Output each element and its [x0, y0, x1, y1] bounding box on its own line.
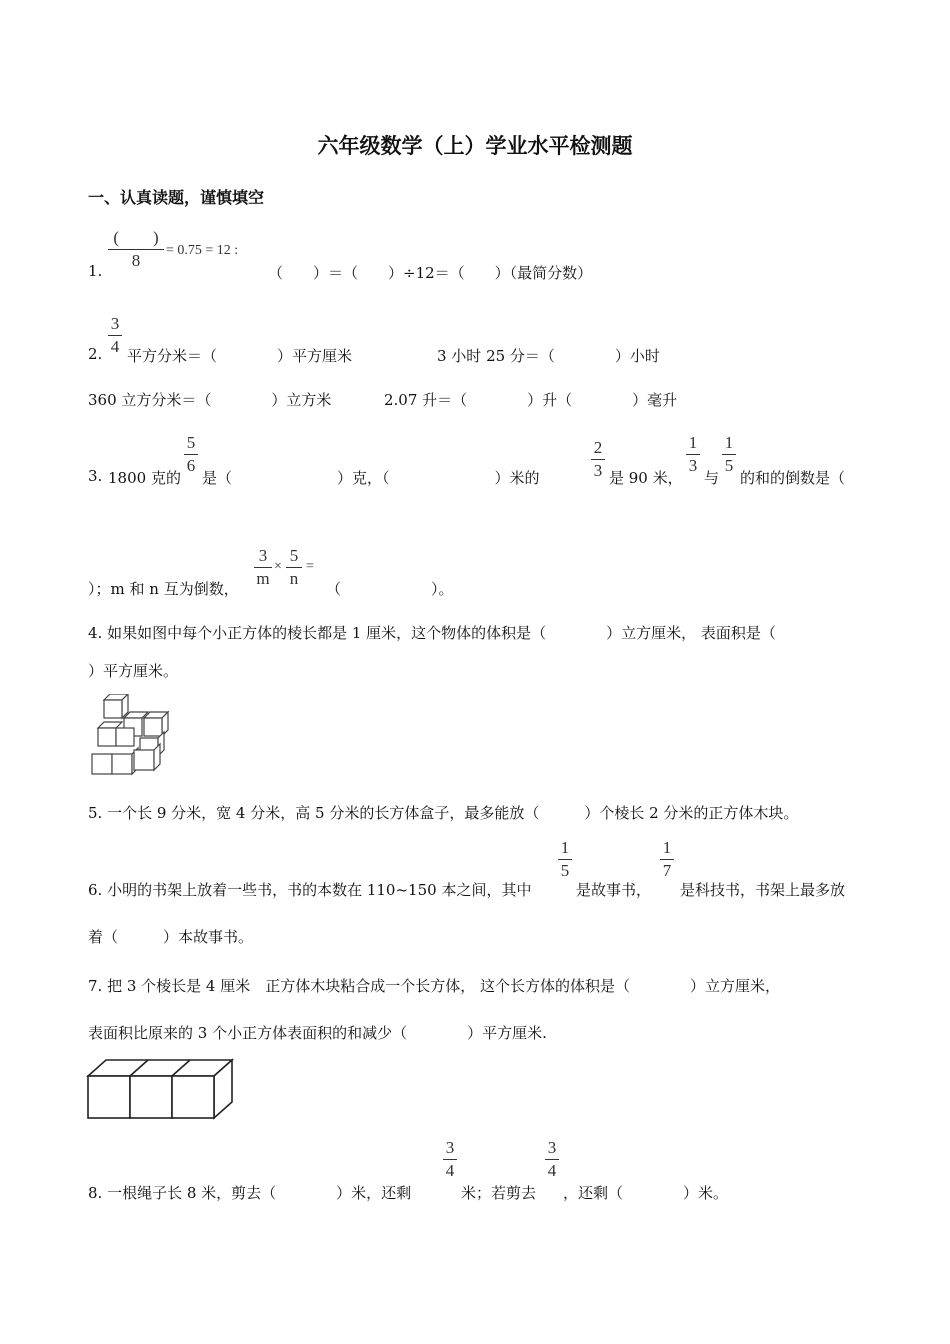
frac-num: 3: [445, 1138, 455, 1157]
q3-fraction-1: [184, 433, 198, 476]
three-cube-prism-figure: [86, 1058, 236, 1122]
q6-part-b: 是故事书，: [576, 881, 652, 899]
q3-number: 3.: [88, 467, 103, 485]
q2-part-a: 平方分米＝（ ）平方厘米: [127, 347, 353, 365]
q3-fraction-5: [254, 546, 272, 589]
fraction-bar: [660, 859, 674, 860]
q2-fraction: [108, 314, 122, 357]
frac-den: 7: [662, 861, 672, 880]
section-heading: 一、认真读题，谨慎填空: [88, 188, 265, 207]
q3-fraction-6: [286, 546, 302, 589]
q6-part-a: 6. 小明的书架上放着一些书，书的本数在 110~150 本之间，其中: [88, 881, 532, 899]
frac-num: 3: [547, 1138, 557, 1157]
page-title: 六年级数学（上）学业水平检测题: [317, 134, 633, 158]
fraction-bar: [443, 1159, 457, 1160]
frac-den: m: [256, 569, 270, 588]
q6-part-c: 是科技书，书架上最多放: [680, 881, 846, 899]
q2-part-b: 3 小时 25 分＝（ ）小时: [437, 347, 660, 365]
fraction-bar: [108, 335, 122, 336]
q3-part-b: 是（ ）克，（ ）米的: [202, 469, 540, 487]
q8-fraction-1: [443, 1138, 457, 1181]
q8-part-a: 8. 一根绳子长 8 米，剪去（ ）米，还剩: [88, 1184, 412, 1202]
q3-times: ×: [274, 559, 282, 574]
q4-line2: ）平方厘米。: [88, 662, 179, 680]
frac-num: 1: [560, 838, 570, 857]
q8-part-c: ，还剩（ ）米。: [563, 1184, 729, 1202]
q1-equation: = 0.75 = 12 :: [166, 243, 239, 258]
fraction-bar: [722, 454, 736, 455]
cube-stack-figure: [88, 694, 178, 780]
frac-num: 5: [289, 546, 299, 565]
q3-line2-a: ）；m 和 n 互为倒数，: [88, 580, 239, 598]
frac-num: 3: [110, 314, 120, 333]
q1-rest: （ ）＝（ ）÷12＝（ ）（最简分数）: [268, 264, 593, 282]
frac-num: 2: [593, 438, 603, 457]
q3-fraction-4: [722, 433, 736, 476]
frac-num: 1: [688, 433, 698, 452]
q8-fraction-2: [545, 1138, 559, 1181]
frac-den: 3: [688, 456, 698, 475]
fraction-bar: [254, 567, 272, 568]
fraction-bar: [108, 249, 164, 250]
q3-part-c: 是 90 米，: [609, 469, 683, 487]
frac-num: 1: [724, 433, 734, 452]
q2-part-d: 2.07 升＝（ ）升（ ）毫升: [384, 391, 678, 409]
frac-num: 5: [186, 433, 196, 452]
q1-number: 1.: [88, 262, 103, 280]
fraction-bar: [184, 454, 198, 455]
q3-line2-b: （ ）。: [326, 580, 454, 598]
q1-frac-den: 8: [131, 251, 141, 270]
frac-den: 6: [186, 456, 196, 475]
q4-line1: 4. 如果如图中每个小正方体的棱长都是 1 厘米，这个物体的体积是（ ）立方厘米， 表面积是（: [88, 624, 776, 642]
frac-den: 4: [445, 1161, 455, 1180]
frac-den: 4: [547, 1161, 557, 1180]
q2-number: 2.: [88, 345, 103, 363]
q2-part-c: 360 立方分米＝（ ）立方米: [88, 391, 332, 409]
frac-den: 4: [110, 337, 120, 356]
frac-den: n: [289, 569, 299, 588]
q3-part-e: 的和的倒数是（: [740, 469, 846, 487]
frac-num: 1: [662, 838, 672, 857]
q3-part-a: 1800 克的: [108, 469, 181, 487]
frac-den: 3: [593, 461, 603, 480]
q6-line2: 着（ ）本故事书。: [88, 928, 254, 946]
fraction-bar: [545, 1159, 559, 1160]
q6-fraction-2: [660, 838, 674, 881]
fraction-bar: [686, 454, 700, 455]
fraction-bar: [591, 459, 605, 460]
q3-part-d: 与: [704, 469, 720, 487]
frac-den: 5: [560, 861, 570, 880]
q3-fraction-2: [591, 438, 605, 481]
q5-line1: 5. 一个长 9 分米，宽 4 分米，高 5 分米的长方体盒子，最多能放（ ）个棱长 2 分米的正方体木块。: [88, 804, 799, 822]
fraction-bar: [558, 859, 572, 860]
q1-frac-num: ( ): [113, 228, 159, 247]
fraction-bar: [286, 567, 302, 568]
q7-line1: 7. 把 3 个棱长是 4 厘米 正方体木块粘合成一个长方体， 这个长方体的体积是（ ）立方厘米，: [88, 977, 781, 995]
q8-part-b: 米；若剪去: [461, 1184, 537, 1202]
frac-den: 5: [724, 456, 734, 475]
frac-num: 3: [258, 546, 268, 565]
q1-fraction: [108, 228, 164, 271]
q3-fraction-3: [686, 433, 700, 476]
q3-equals: =: [306, 559, 314, 574]
q6-fraction-1: [558, 838, 572, 881]
q7-line2: 表面积比原来的 3 个小正方体表面积的和减少（ ）平方厘米.: [88, 1024, 547, 1042]
